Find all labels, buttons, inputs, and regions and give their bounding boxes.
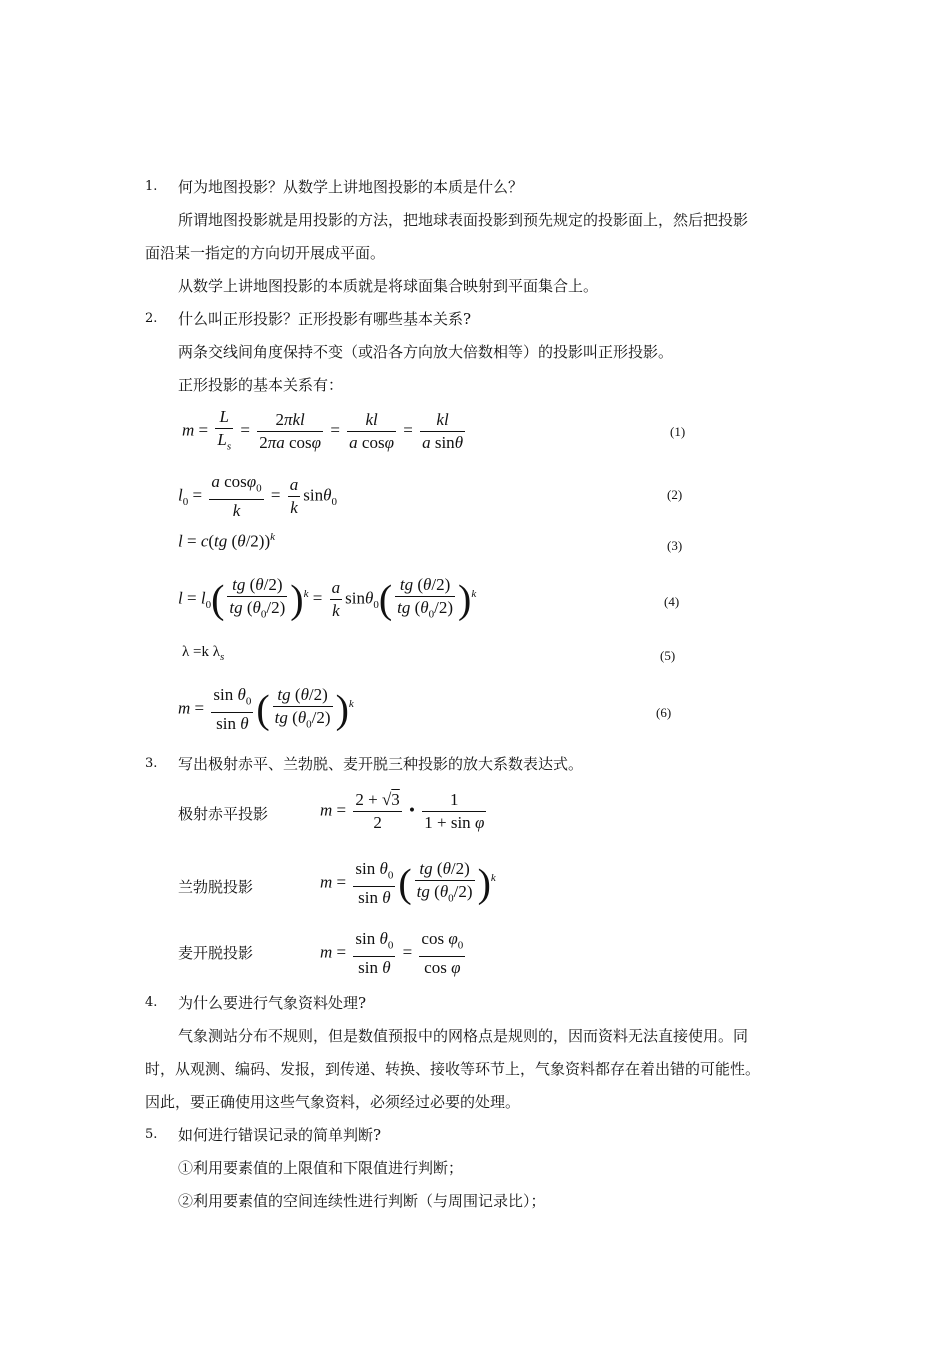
paragraph: 时，从观测、编码、发报，到传递、转换、接收等环节上，气象资料都存在着出错的可能性。 — [145, 1060, 761, 1078]
question-number: 1. — [145, 179, 158, 194]
projection-label: 极射赤平投影 — [178, 805, 269, 823]
equation-label: (3) — [667, 538, 683, 553]
question-title: 何为地图投影？从数学上讲地图投影的本质是什么？ — [178, 178, 524, 196]
projection-label: 兰勃脱投影 — [178, 878, 254, 896]
question-number: 2. — [145, 311, 158, 326]
equation-label: (6) — [656, 705, 672, 720]
equation-2: $l_0$ = $\frac{a \cos\varphi_0}{k}$ = $\frac{a}{k}$ sinθ$_0$ — [178, 472, 337, 521]
paragraph: 面沿某一指定的方向切开展成平面。 — [145, 244, 386, 262]
equation-label: (1) — [670, 424, 686, 439]
paragraph: 所谓地图投影就是用投影的方法，把地球表面投影到预先规定的投影面上，然后把投影 — [178, 211, 749, 229]
paragraph: 两条交线间角度保持不变（或沿各方向放大倍数相等）的投影叫正形投影。 — [178, 343, 674, 361]
paragraph: 因此，要正确使用这些气象资料，必须经过必要的处理。 — [145, 1093, 521, 1111]
equation-3: l = c(tg (θ/2))$^k$ — [178, 531, 275, 551]
question-title: 为什么要进行气象资料处理? — [178, 994, 367, 1012]
paragraph: 正形投影的基本关系有： — [178, 376, 344, 394]
question-title: 什么叫正形投影？正形投影有哪些基本关系? — [178, 310, 472, 328]
equation-1: m = $\frac{L}{L_s}$ = $\frac{\text{2πkl}}{\text{2πa cosφ}}$ = $\frac{kl}{\text{a cosφ}}$ = $\frac{kl}{\text{a sinθ}}$ — [182, 407, 464, 453]
equation-6: m = $\frac{\sin \theta_0}{\text{sin θ}}$ ( $\frac{tg (\theta/2)}{tg (\theta_0/2)}$ )$^k$ — [178, 685, 354, 734]
question-title: 写出极射赤平、兰勃脱、麦开脱三种投影的放大系数表达式。 — [178, 755, 584, 773]
list-item: ①利用要素值的上限值和下限值进行判断； — [178, 1159, 464, 1177]
projection-label: 麦开脱投影 — [178, 944, 254, 962]
equation-4: $l = l_0$( $\frac{tg (\theta/2)}{tg (\theta_0/2)}$ )$^k$ = $\frac{a}{k}$ sinθ$_0$( $\frac{tg (\theta/2)}{tg (\theta_0/2)}$ )$^k$ — [178, 575, 477, 622]
formula-mercator: m = $\frac{\sin \theta_0}{\text{sin θ}}$ = $\frac{\cos \varphi_0}{\text{cos φ}}$ — [320, 929, 464, 978]
list-item: ②利用要素值的空间连续性进行判断（与周围记录比）； — [178, 1192, 546, 1210]
equation-5: λ =k $\lambda_s$ — [182, 644, 225, 663]
question-title: 如何进行错误记录的简单判断? — [178, 1126, 382, 1144]
paragraph: 从数学上讲地图投影的本质就是将球面集合映射到平面集合上。 — [178, 277, 599, 295]
formula-stereographic: m = $\frac{2 + √3}{2}$ • $\frac{1}{\text{1 + sin φ}}$ — [320, 790, 485, 832]
equation-label: (2) — [667, 487, 683, 502]
question-number: 4. — [145, 995, 158, 1010]
equation-label: (5) — [660, 648, 676, 663]
question-number: 5. — [145, 1127, 158, 1142]
equation-label: (4) — [664, 594, 680, 609]
question-number: 3. — [145, 756, 158, 771]
formula-lambert: m = $\frac{\sin \theta_0}{\text{sin θ}}$ ( $\frac{tg (\theta/2)}{tg (\theta_0/2)}$ )$^k$ — [320, 859, 496, 908]
paragraph: 气象测站分布不规则，但是数值预报中的网格点是规则的，因而资料无法直接使用。同 — [178, 1027, 749, 1045]
equation-5-text: λ =k λ — [182, 644, 221, 660]
